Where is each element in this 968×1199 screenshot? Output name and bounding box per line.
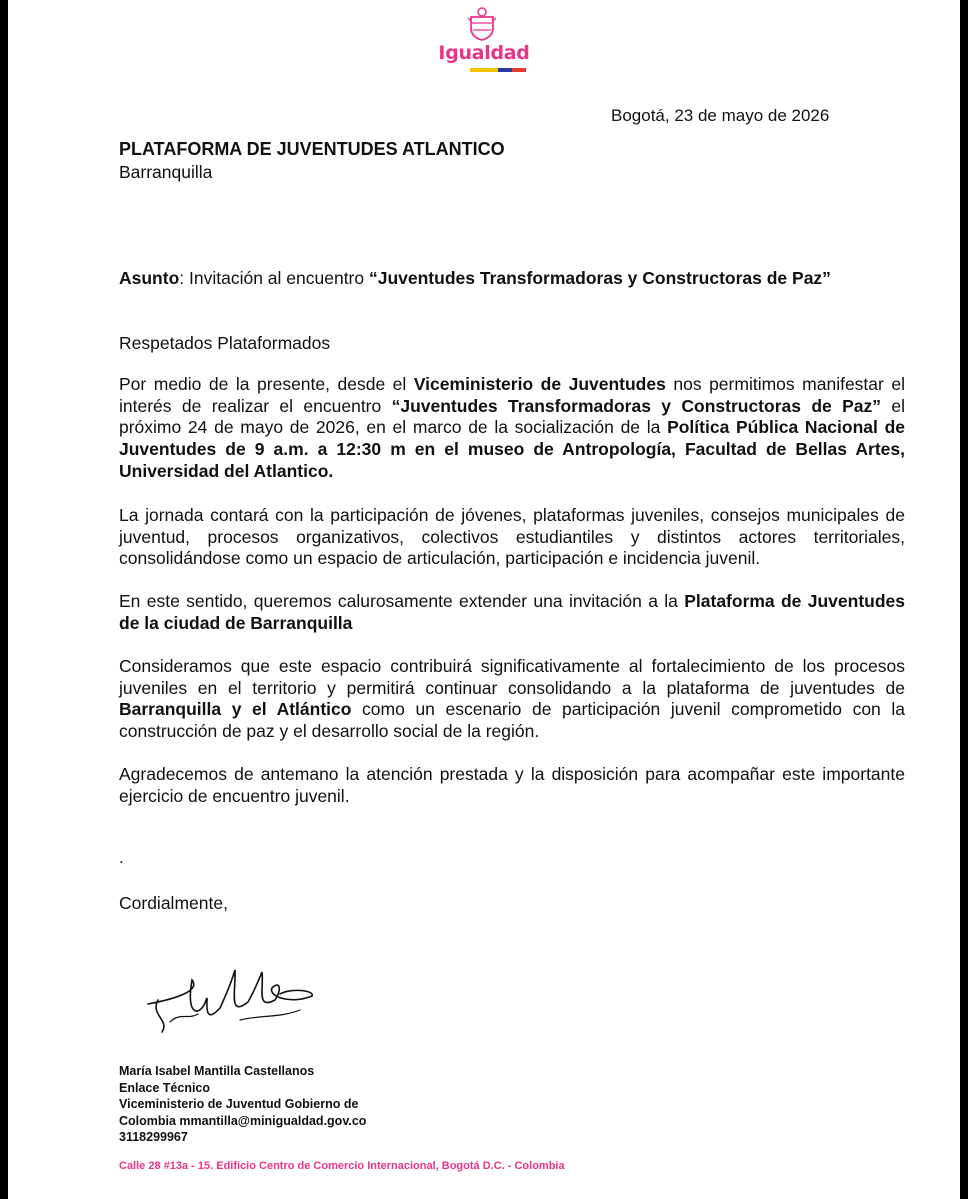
subject-event-name: “Juventudes Transformadoras y Constructoras de Paz”: [368, 268, 831, 288]
p1-bold-event-name: “Juventudes Transformadoras y Constructoras de Paz”: [391, 395, 882, 416]
handwritten-signature: [140, 960, 320, 1050]
letter-date: Bogotá, 23 de mayo de 2026: [611, 106, 830, 125]
scan-edge-right: [960, 0, 968, 1199]
colombia-flag-stripe: [470, 68, 526, 72]
p1-bold-viceministerio: Viceministerio de Juventudes: [413, 374, 666, 394]
salutation: Respetados Plataformados: [119, 333, 331, 353]
p1-bold-details: Política Pública Nacional de Juventudes de 9 a.m. a 12:30 m en el museo de Antropología, Facultad de Bellas Artes, Universidad del Atlantico.: [119, 417, 905, 481]
signer-entity-line-1: Viceministerio de Juventud Gobierno de: [119, 1097, 359, 1111]
body-paragraph-5: Agradecemos de antemano la atención prestada y la disposición para acompañar este importante ejercicio de encuentro juvenil.: [119, 764, 905, 806]
p4-bold-region: Barranquilla y el Atlántico: [119, 699, 352, 720]
logo-wordmark: Igualdad: [438, 42, 530, 64]
p1-text-3: el próximo 24 de mayo de 2026, en el marco de la socialización de la: [119, 395, 905, 438]
body-paragraph-1: [119, 374, 905, 483]
signer-block: [119, 1063, 366, 1146]
p1-text-2: nos permitimos manifestar el interés de realizar el encuentro: [119, 374, 905, 416]
p4-text-2: como un escenario de participación juvenil comprometido con la construcción de paz y el desarrollo social de la región.: [119, 699, 905, 742]
recipient-city: Barranquilla: [119, 162, 213, 182]
p4-text-1: Consideramos que este espacio contribuirá significativamente al fortalecimiento de los procesos juveniles en el territorio y permitirá continuar consolidando a la plataforma de juventudes de: [119, 656, 905, 698]
p1-text-1: Por medio de la presente, desde el: [119, 374, 414, 394]
signer-phone: 3118299967: [119, 1130, 188, 1144]
subject-label: Asunto: [119, 268, 180, 288]
recipient-organization: PLATAFORMA DE JUVENTUDES ATLANTICO: [119, 139, 505, 159]
subject-text: : Invitación al encuentro: [179, 268, 369, 288]
closing: Cordialmente,: [119, 893, 228, 913]
stray-mark: .: [119, 848, 124, 867]
p3-text-1: En este sentido, queremos calurosamente extender una invitación a la: [119, 591, 685, 611]
coat-of-arms-icon: [467, 6, 497, 42]
body-paragraph-4: [119, 656, 905, 743]
igualdad-logo: [436, 6, 532, 80]
signer-entity-line-2: Colombia mmantilla@minigualdad.gov.co: [119, 1113, 367, 1128]
p3-bold-plataforma: Plataforma de Juventudes de la ciudad de Barranquilla: [119, 591, 905, 633]
body-paragraph-3: [119, 591, 905, 634]
signer-name: María Isabel Mantilla Castellanos: [119, 1064, 315, 1078]
signer-role: Enlace Técnico: [119, 1080, 211, 1095]
footer-address: Calle 28 #13a - 15. Edificio Centro de Comercio Internacional, Bogotá D.C. - Colombia: [119, 1160, 565, 1172]
scan-edge-left: [0, 0, 8, 1199]
body-paragraph-2: La jornada contará con la participación de jóvenes, plataformas juveniles, consejos municipales de juventud, procesos organizativos, colectivos estudiantiles y distintos actores territoriales, consolidándose como un espacio de articulación, participación e incidencia juvenil.: [119, 505, 905, 569]
subject-line: [119, 268, 831, 289]
recipient-block: [119, 138, 505, 184]
